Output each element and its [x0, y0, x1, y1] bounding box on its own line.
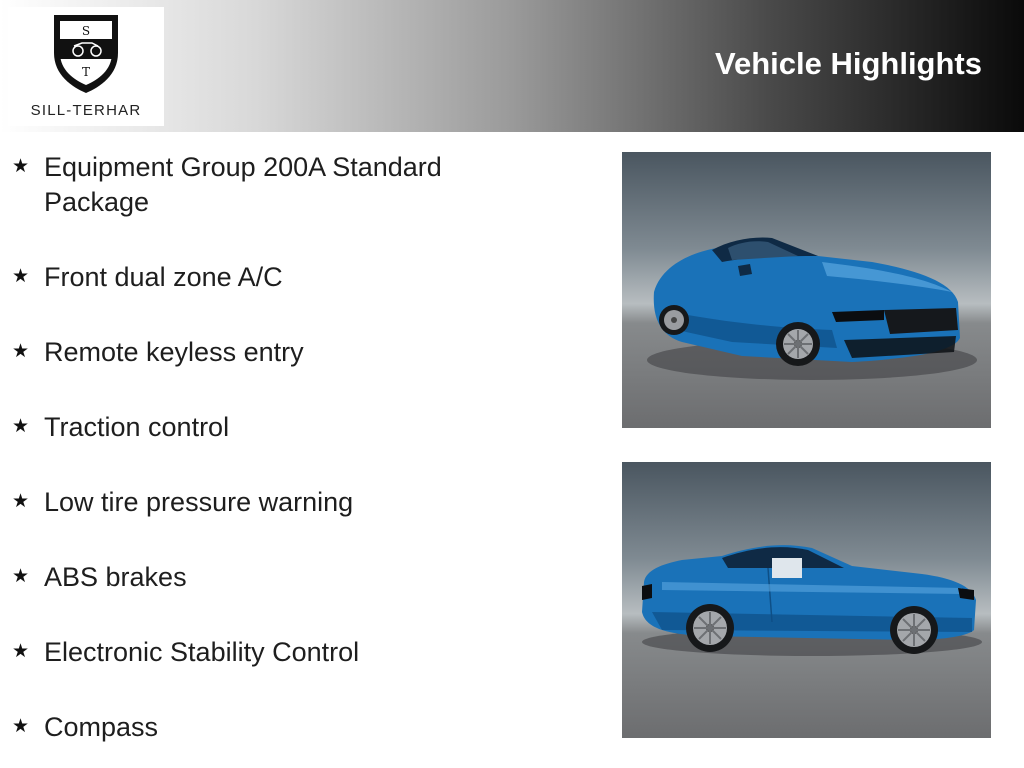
- header-banner: [0, 0, 1024, 132]
- dealer-logo[interactable]: [8, 7, 164, 126]
- list-item: [12, 635, 532, 670]
- vehicle-photo-side[interactable]: [622, 462, 991, 738]
- svg-text:T: T: [81, 65, 91, 79]
- star-icon: ★: [12, 416, 30, 437]
- star-icon: ★: [12, 491, 30, 512]
- list-item: [12, 335, 532, 370]
- feature-label: Front dual zone A/C: [44, 262, 283, 292]
- star-icon: ★: [12, 156, 30, 177]
- feature-label: Equipment Group 200A Standard Package: [44, 152, 442, 217]
- list-item: [12, 485, 532, 520]
- list-item: [12, 410, 532, 445]
- feature-label: Compass: [44, 712, 159, 742]
- list-item: [12, 150, 532, 220]
- star-icon: ★: [12, 641, 30, 662]
- svg-text:S: S: [81, 24, 91, 38]
- feature-label: Remote keyless entry: [44, 337, 304, 367]
- vehicle-photo-front[interactable]: [622, 152, 991, 428]
- feature-label: Electronic Stability Control: [44, 637, 360, 667]
- star-icon: ★: [12, 266, 30, 287]
- star-icon: ★: [12, 341, 30, 362]
- star-icon: ★: [12, 716, 30, 737]
- feature-label: Traction control: [44, 412, 230, 442]
- list-item: [12, 260, 532, 295]
- list-item: [12, 710, 532, 745]
- star-icon: ★: [12, 566, 30, 587]
- page-title: Vehicle Highlights: [715, 46, 982, 81]
- shield-icon: [52, 13, 120, 95]
- logo-wordmark: SILL-TERHAR: [30, 102, 142, 119]
- feature-label: Low tire pressure warning: [44, 487, 354, 517]
- feature-label: ABS brakes: [44, 562, 187, 592]
- list-item: [12, 560, 532, 595]
